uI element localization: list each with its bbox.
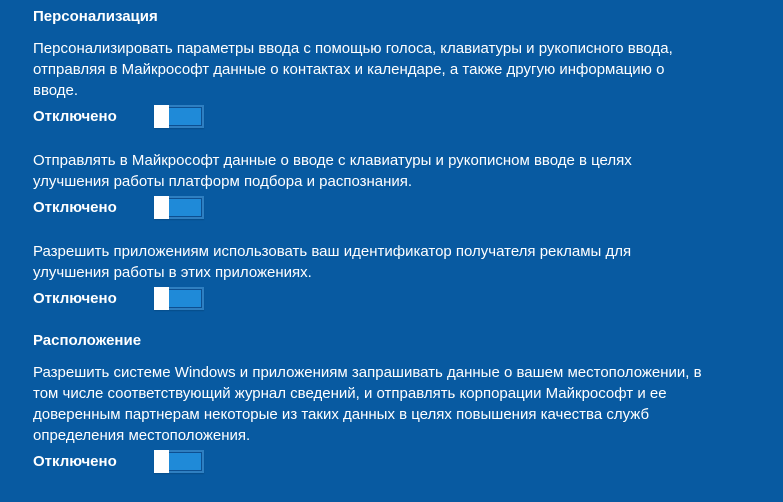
toggle-knob[interactable] [154, 287, 169, 310]
setting-typing-data [33, 150, 743, 219]
toggle-switch-input-personalization[interactable] [154, 105, 204, 128]
toggle-status-label: Отключено [33, 452, 117, 470]
toggle-status-label: Отключено [33, 107, 117, 125]
toggle-row [33, 449, 743, 473]
toggle-row [33, 195, 743, 219]
section-title-personalization: Персонализация [33, 8, 158, 25]
toggle-knob[interactable] [154, 450, 169, 473]
setting-description: Разрешить системе Windows и приложениям запрашивать данные о вашем местоположении, в том числе соответствующий журнал сведений, и отправлять корпорации Майкрософт и ее доверенным партнерам некоторые из таких данных в целях повышения качества служб определения местоположения. [33, 364, 702, 444]
section-location [33, 332, 743, 473]
toggle-switch-typing-data[interactable] [154, 196, 204, 219]
setting-advertising-id [33, 241, 743, 310]
toggle-knob[interactable] [154, 105, 169, 128]
toggle-switch-advertising-id[interactable] [154, 287, 204, 310]
privacy-settings-screen [33, 8, 743, 473]
toggle-knob[interactable] [154, 196, 169, 219]
toggle-status-label: Отключено [33, 198, 117, 216]
section-personalization [33, 8, 743, 310]
setting-description: Разрешить приложениям использовать ваш идентификатор получателя рекламы для улучшения работы в этих приложениях. [33, 243, 632, 281]
toggle-status-label: Отключено [33, 289, 117, 307]
setting-location [33, 362, 743, 473]
section-title-location: Расположение [33, 332, 142, 349]
toggle-switch-location[interactable] [154, 450, 204, 473]
setting-input-personalization [33, 38, 743, 128]
setting-description: Отправлять в Майкрософт данные о вводе с клавиатуры и рукописном вводе в целях улучшения работы платформ подбора и распознания. [33, 152, 632, 190]
setting-description: Персонализировать параметры ввода с помощью голоса, клавиатуры и рукописного ввода, отправляя в Майкрософт данные о контактах и календаре, а также другую информацию о вводе. [33, 40, 673, 99]
toggle-row [33, 104, 743, 128]
toggle-row [33, 286, 743, 310]
